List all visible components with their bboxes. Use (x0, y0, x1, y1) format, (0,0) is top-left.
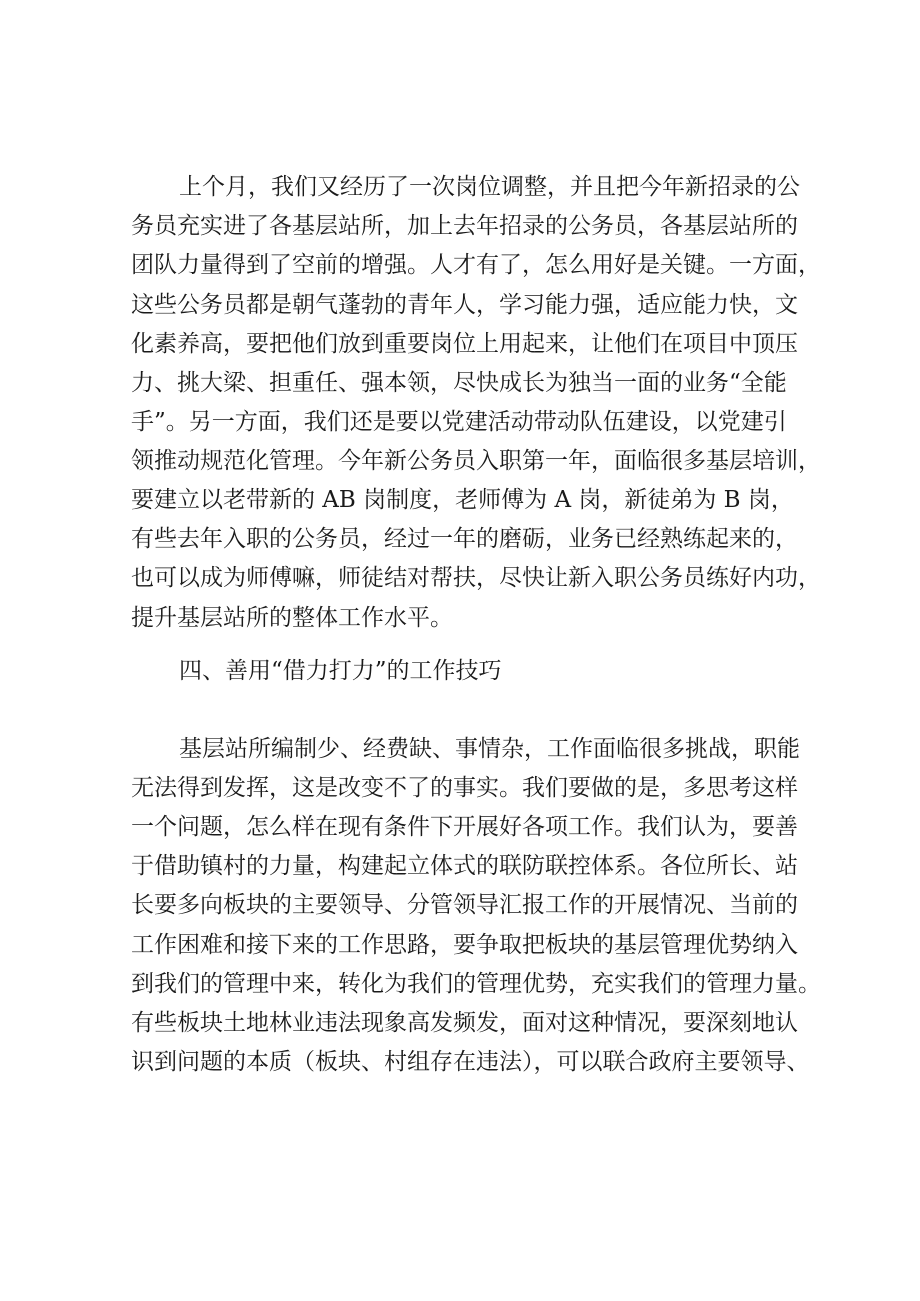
text-line: 长要多向板块的主要领导、分管领导汇报工作的开展情况、当前的 (131, 892, 798, 918)
text-line: 也可以成为师傅嘛，师徒结对帮扶，尽快让新入职公务员练好内功， (131, 565, 821, 591)
text-line: 识到问题的本质（板块、村组存在违法），可以联合政府主要领导、 (131, 1049, 810, 1075)
text-line: 手”。另一方面，我们还是要以党建活动带动队伍建设，以党建引 (131, 409, 787, 435)
text-line: 到我们的管理中来，转化为我们的管理优势，充实我们的管理力量。 (131, 971, 821, 997)
text-line: 于借助镇村的力量，构建起立体式的联防联控体系。各位所长、站 (131, 853, 798, 879)
text-line: 领推动规范化管理。今年新公务员入职第一年，面临很多基层培训， (131, 448, 821, 474)
text-line: 团队力量得到了空前的增强。人才有了，怎么用好是关键。一方面， (131, 252, 821, 278)
section-heading: 四、善用“借力打力”的工作技巧 (179, 658, 502, 684)
text-line: 化素养高，要把他们放到重要岗位上用起来，让他们在项目中顶压 (131, 331, 798, 357)
text-line: 有些去年入职的公务员，经过一年的磨砺，业务已经熟练起来的， (131, 526, 798, 552)
text-line: 要建立以老带新的 AB 岗制度，老师傅为 A 岗，新徒弟为 B 岗， (131, 487, 794, 513)
text-line: 务员充实进了各基层站所，加上去年招录的公务员，各基层站所的 (131, 213, 798, 239)
text-line: 无法得到发挥，这是改变不了的事实。我们要做的是，多思考这样 (131, 775, 798, 801)
text-line: 工作困难和接下来的工作思路，要争取把板块的基层管理优势纳入 (131, 932, 798, 958)
text-line: 基层站所编制少、经费缺、事情杂，工作面临很多挑战，职能 (179, 736, 800, 762)
text-line: 上个月，我们又经历了一次岗位调整，并且把今年新招录的公 (179, 174, 800, 200)
text-line: 一个问题，怎么样在现有条件下开展好各项工作。我们认为，要善 (131, 814, 798, 840)
text-line: 有些板块土地林业违法现象高发频发，面对这种情况，要深刻地认 (131, 1010, 798, 1036)
text-line: 这些公务员都是朝气蓬勃的青年人，学习能力强，适应能力快，文 (131, 292, 798, 318)
text-line: 力、挑大梁、担重任、强本领，尽快成长为独当一面的业务“全能 (131, 370, 787, 396)
text-line: 提升基层站所的整体工作水平。 (131, 605, 453, 631)
